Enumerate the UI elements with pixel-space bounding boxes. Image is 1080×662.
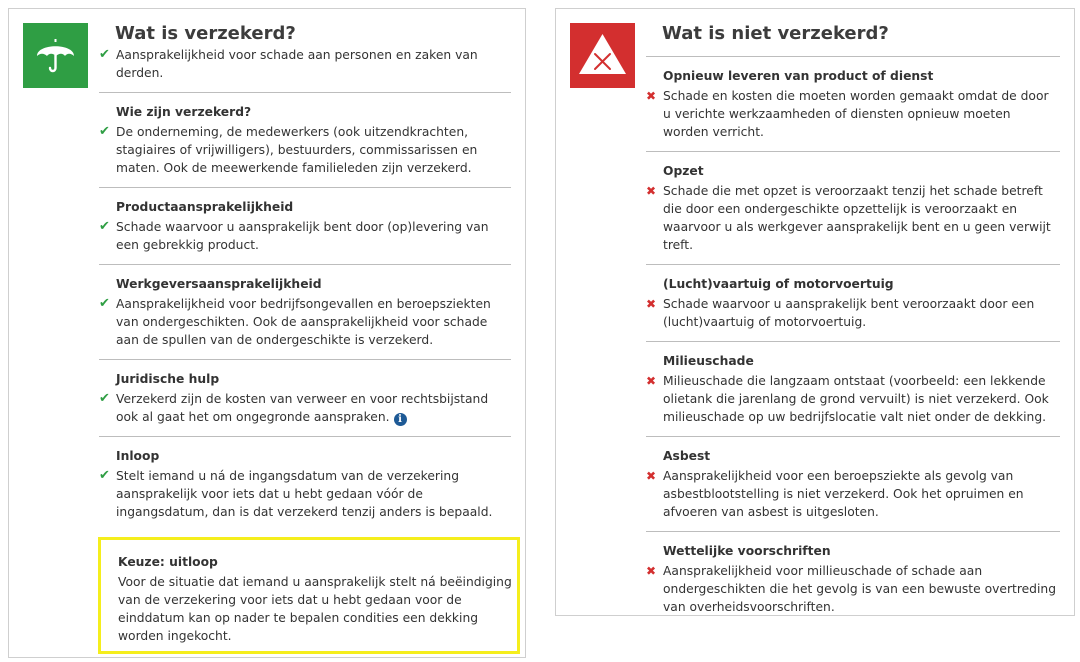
list-item [99,198,511,265]
item-heading: Inloop [116,449,160,463]
list-item [646,352,1060,437]
not-covered-card [555,8,1075,616]
check-icon: ✔ [99,391,110,406]
item-heading: Opnieuw leveren van product of dienst [663,69,934,83]
item-heading: Wie zijn verzekerd? [116,105,252,119]
cross-icon: ✖ [646,564,657,578]
item-heading: Opzet [663,164,704,178]
cross-icon: ✖ [646,469,657,483]
item-text: Aansprakelijkheid voor een beroepsziekte als gevolg van asbestblootstelling is niet verzekerd. Ook het opruimen en afvoeren van asbest is uitgesloten. [663,469,1024,519]
list-item [646,447,1060,532]
list-item [99,46,511,93]
option-heading: Keuze: uitloop [118,555,218,569]
info-icon[interactable]: i [394,413,407,426]
list-item [646,162,1060,265]
option-text: Voor de situatie dat iemand u aansprakelijk stelt ná beëindiging van de verzekering voor iets dat u hebt gedaan voor de einddatum kan op nader te bepalen condities een dekking worden ingekocht. [118,575,512,643]
list-item [646,542,1060,626]
list-item [99,370,511,437]
not-covered-title: Wat is niet verzekerd? [662,23,889,44]
list-item [646,56,1060,152]
cross-icon: ✖ [646,184,657,198]
list-item [646,275,1060,342]
item-text: Aansprakelijkheid voor millieuschade of schade aan ondergeschikten die het gevolg is van een bewuste overtreding van overheidsvoorschriften. [663,564,1056,614]
item-heading: Werkgeversaansprakelijkheid [116,277,322,291]
check-icon: ✔ [99,468,110,483]
item-heading: Asbest [663,449,711,463]
covered-intro: Aansprakelijkheid voor schade aan personen en zaken van derden. [116,48,478,80]
list-item [99,103,511,188]
item-heading: Productaansprakelijkheid [116,200,294,214]
item-text: Schade waarvoor u aansprakelijk bent door (op)levering van een gebrekkig product. [116,220,489,252]
item-text: Schade die met opzet is veroorzaakt tenzij het schade betreft die door een ondergeschikte opzettelijk is veroorzaakt en waarvoor u als werkgever aansprakelijk bent en u geen verwijt treft. [663,184,1051,252]
item-text: Milieuschade die langzaam ontstaat (voorbeeld: een lekkende olietank die jarenlang de grond vervuilt) is niet verzekerd. Ook milieuschade op uw bedrijfslocatie valt niet onder de dekking. [663,374,1049,424]
cross-icon: ✖ [646,374,657,388]
item-heading: Milieuschade [663,354,754,368]
item-text: De onderneming, de medewerkers (ook uitzendkrachten, stagiaires of vrijwilligers), bestuurders, commissarissen en maten. Ook de meewerkende familieleden zijn verzekerd. [116,125,478,175]
item-heading: (Lucht)vaartuig of motorvoertuig [663,277,894,291]
item-text: Aansprakelijkheid voor bedrijfsongevallen en beroepsziekten van ondergeschikten. Ook de aansprakelijkheid voor schade aan de spullen van de ondergeschikte is verzekerd. [116,297,491,347]
item-heading: Juridische hulp [116,372,220,386]
cross-icon: ✖ [646,89,657,103]
item-text: Verzekerd zijn de kosten van verweer en voor rechtsbijstand ook al gaat het om ongegronde aanspraken. [116,392,489,424]
check-icon: ✔ [99,219,110,234]
covered-list [99,46,511,531]
warning-icon [570,23,635,88]
umbrella-icon [23,23,88,88]
item-text: Schade waarvoor u aansprakelijk bent veroorzaakt door een (lucht)vaartuig of motorvoertuig. [663,297,1035,329]
check-icon: ✔ [99,124,110,139]
item-text: Stelt iemand u ná de ingangsdatum van de verzekering aansprakelijk voor iets dat u hebt gedaan vóór de ingangsdatum, dan is dat verzekerd tenzij anders is bepaald. [116,469,493,519]
covered-title: Wat is verzekerd? [115,23,296,44]
option-uitloop-highlight [98,537,520,654]
check-icon: ✔ [99,296,110,311]
item-text: Schade en kosten die moeten worden gemaakt omdat de door u verichte werkzaamheden of diensten opnieuw moeten worden verricht. [663,89,1049,139]
list-item [99,447,511,531]
cross-icon: ✖ [646,297,657,311]
list-item [99,275,511,360]
check-icon: ✔ [99,47,110,62]
not-covered-list [646,56,1060,626]
item-heading: Wettelijke voorschriften [663,544,831,558]
